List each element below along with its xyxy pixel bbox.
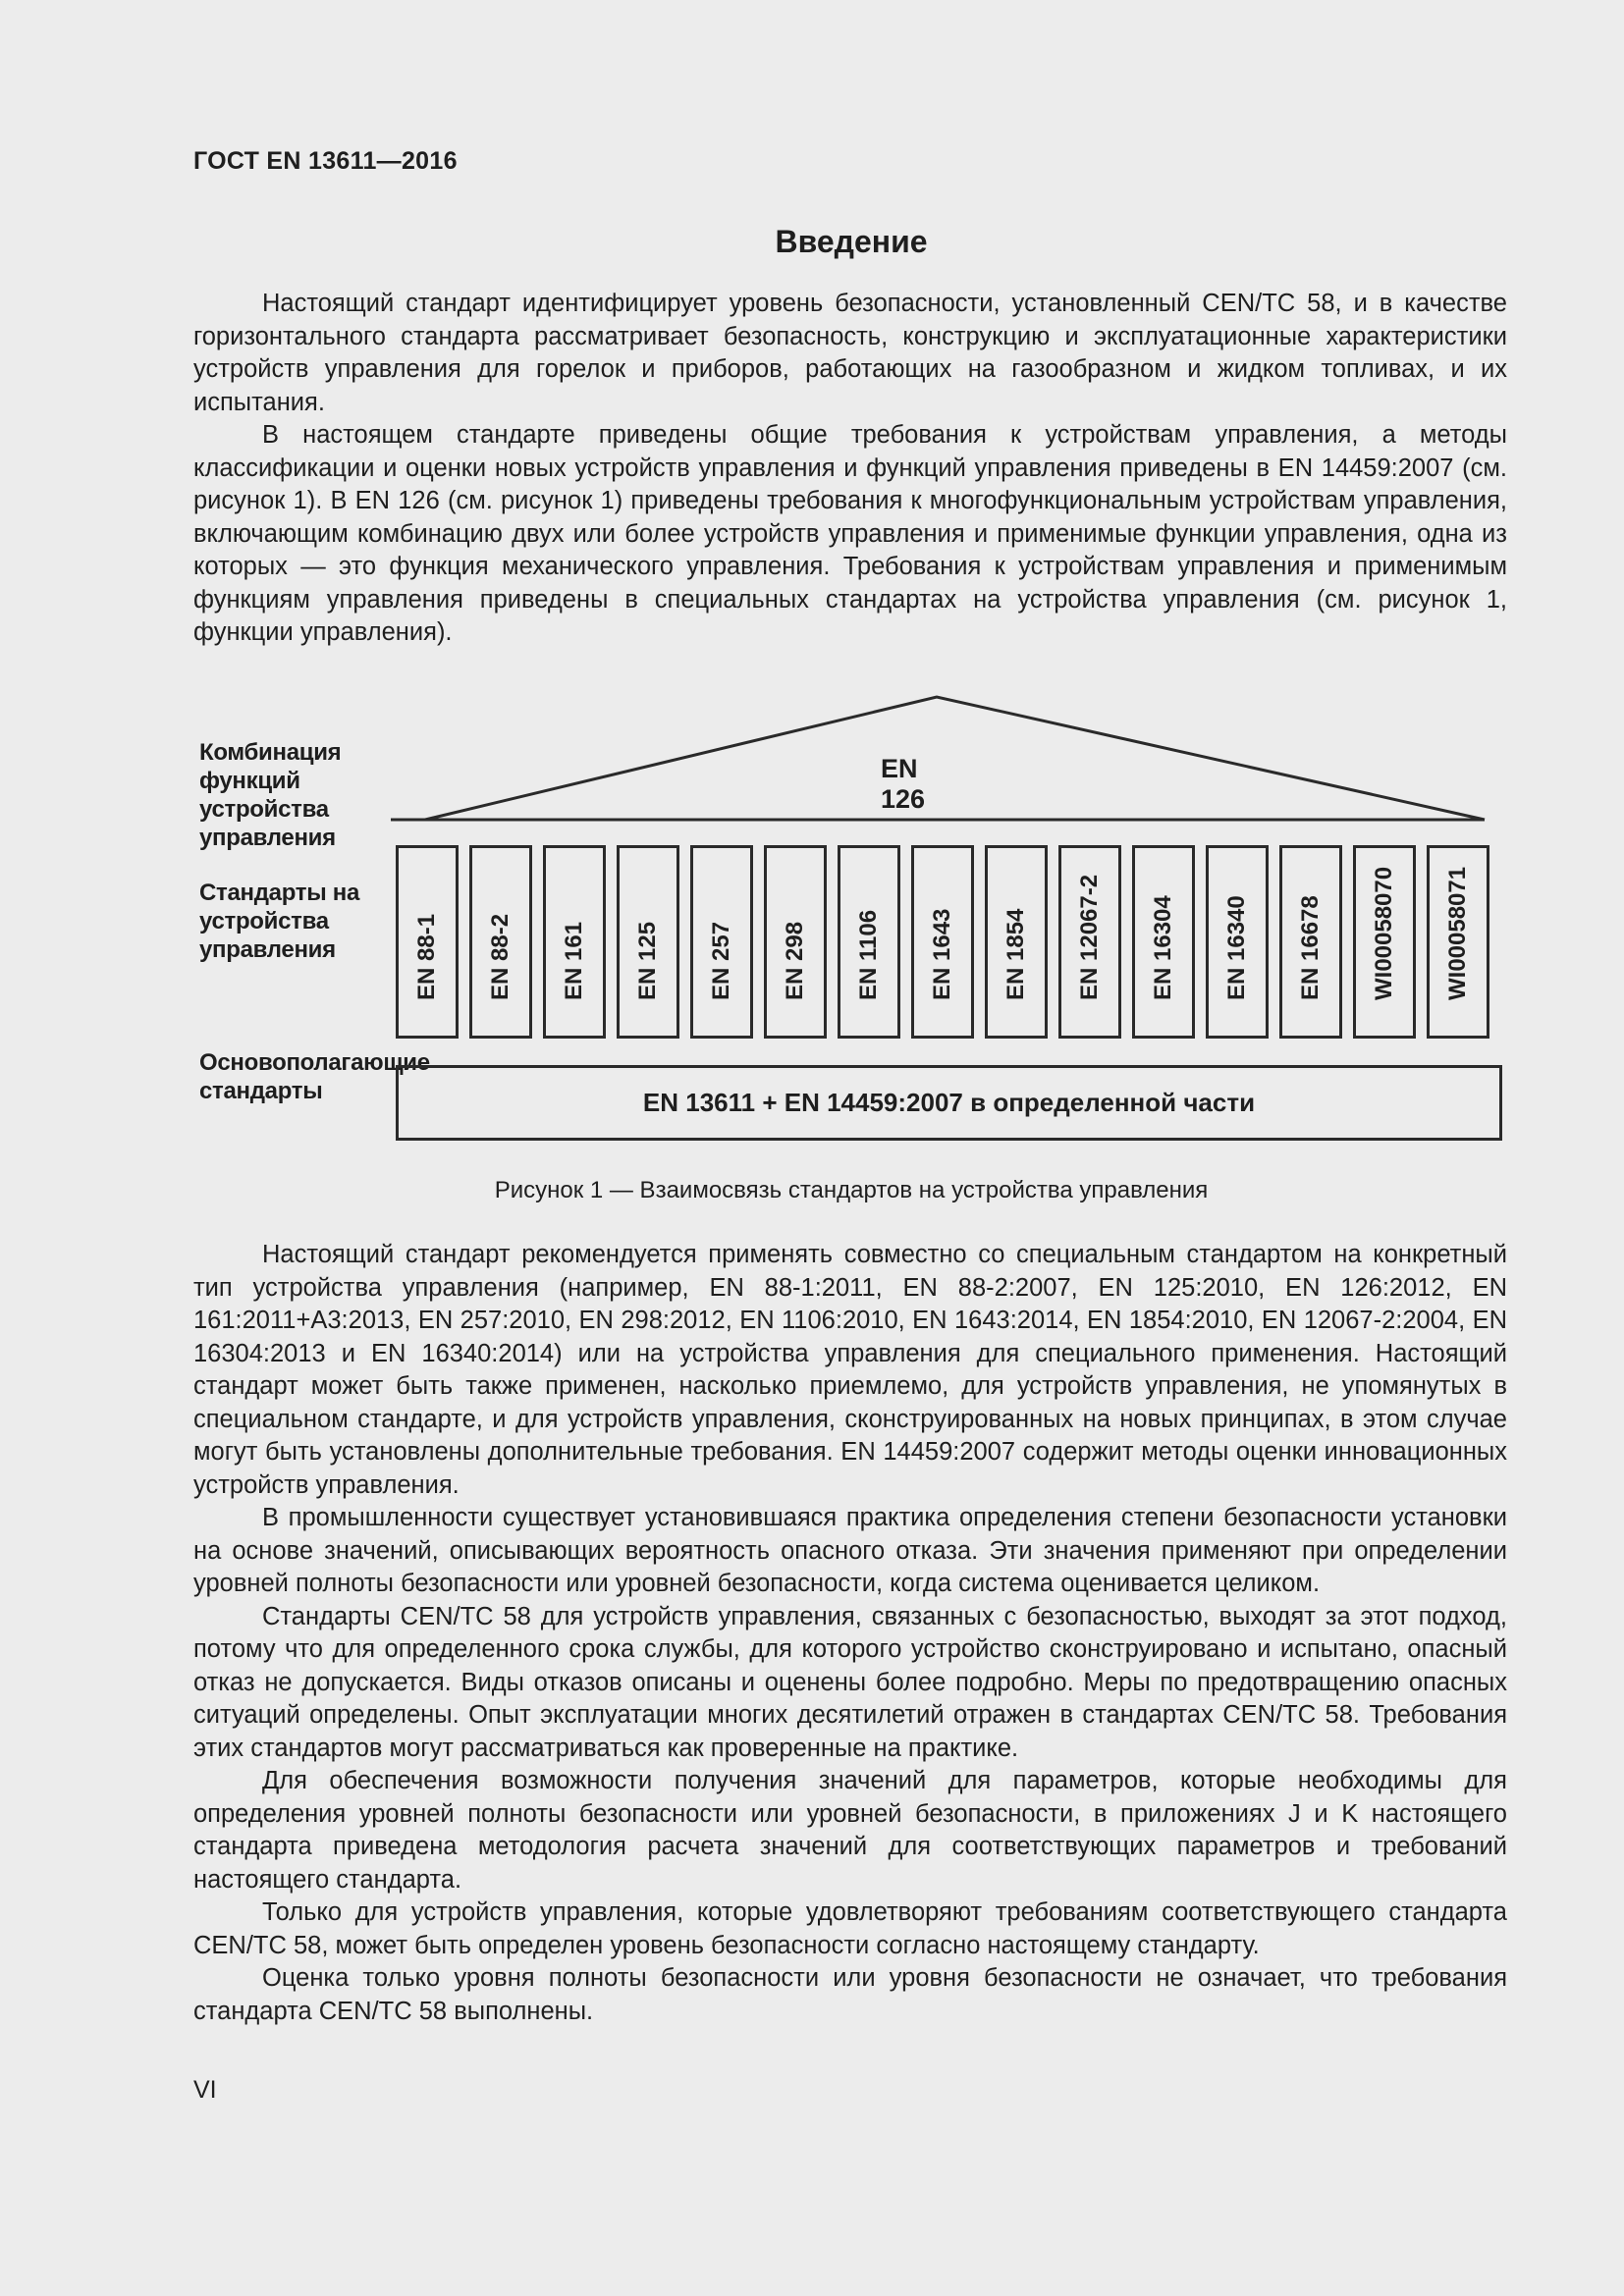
section-title: Введение bbox=[775, 224, 928, 259]
paragraph: Настоящий стандарт рекомендуется применять совместно со специальным стандартом на конкретный тип устройства управления (например, EN 88-1:2011, EN 88-2:2007, EN 125:2010, EN 126:2012, EN 161:2011+A3:2013, EN 257:2010, EN 298:2012, EN 1106:2010, EN 1643:2014, EN 1854:2010, EN 12067-2:2004, EN 16304:2013 и EN 16340:2014) или на устройства управления для специального применения. Настоящий стандарт может быть также применен, насколько приемлемо, для устройств управления, не упомянутых в специальном стандарте, и для устройств управления, сконструированных на новых принципах, в этом случае могут быть установлены дополнительные требования. EN 14459:2007 содержит методы оценки инновационных устройств управления. bbox=[193, 1241, 1507, 1499]
paragraph: Настоящий стандарт идентифицирует уровень безопасности, установленный CEN/TC 58, и в качестве горизонтального стандарта рассматривает безопасность, конструкцию и эксплуатационные характеристики устройств управления для горелок и приборов, работающих на газообразном и жидком топливах, и их испытания. bbox=[193, 290, 1507, 416]
paragraph: Для обеспечения возможности получения значений для параметров, которые необходимы для определения уровней полноты безопасности или уровней безопасности, в приложениях J и K настоящего стандарта приведена методология расчета значений для соответствующих параметров и требований настоящего стандарта. bbox=[193, 1767, 1507, 1894]
standard-box: EN 1854 bbox=[985, 845, 1048, 1039]
standard-box: EN 298 bbox=[764, 845, 827, 1039]
intro-text bbox=[193, 288, 1507, 650]
figure-caption: Рисунок 1 — Взаимосвязь стандартов на устройства управления bbox=[494, 1177, 1209, 1203]
document-header: ГОСТ EN 13611—2016 bbox=[193, 147, 458, 175]
standard-box: EN 125 bbox=[617, 845, 679, 1039]
paragraph: Стандарты CEN/TC 58 для устройств управления, связанных с безопасностью, выходят за этот подход, потому что для определенного срока службы, для которого устройство сконструировано и испытано, опасный отказ не допускается. Виды отказов описаны и оценены более подробно. Меры по предотвращению опасных ситуаций определены. Опыт эксплуатации многих десятилетий отражен в стандартах CEN/TC 58. Требования этих стандартов могут рассматриваться как проверенные на практике. bbox=[193, 1602, 1507, 1762]
standard-box: WI00058071 bbox=[1427, 845, 1489, 1039]
standard-box: EN 257 bbox=[690, 845, 753, 1039]
page-number: VI bbox=[193, 2076, 217, 2104]
paragraph: Оценка только уровня полноты безопасности или уровня безопасности не означает, что требования стандарта CEN/TC 58 выполнены. bbox=[193, 1964, 1507, 2025]
standard-box: EN 1643 bbox=[911, 845, 974, 1039]
standard-box: WI00058070 bbox=[1353, 845, 1416, 1039]
paragraph: В настоящем стандарте приведены общие требования к устройствам управления, а методы классификации и оценки новых устройств управления и функций управления приведены в EN 14459:2007 (см. рисунок 1). В EN 126 (см. рисунок 1) приведены требования к многофункциональным устройствам управления, включающим комбинацию двух или более устройств управления и применимые функции управления, одна из которых — это функция механического управления. Требования к устройствам управления и применимым функциям управления приведены в специальных стандартах на устройства управления (см. рисунок 1, функции управления). bbox=[193, 421, 1507, 646]
roof-standard: EN 126 bbox=[881, 754, 926, 814]
label-combination: Комбинация функций устройства управления bbox=[199, 739, 342, 851]
standard-box: EN 16678 bbox=[1279, 845, 1342, 1039]
standard-box: EN 88-1 bbox=[396, 845, 459, 1039]
paragraph: В промышленности существует установившаяся практика определения степени безопасности установки на основе значений, описывающих вероятность опасного отказа. Эти значения применяют при определении уровней полноты безопасности или уровней безопасности, когда система оценивается целиком. bbox=[193, 1504, 1507, 1597]
label-base-standards: Основополагающие стандарты bbox=[199, 1049, 430, 1104]
paragraph: Только для устройств управления, которые удовлетворяют требованиям соответствующего стандарта CEN/TC 58, может быть определен уровень безопасности согласно настоящему стандарту. bbox=[193, 1898, 1507, 1959]
standard-box: EN 161 bbox=[543, 845, 606, 1039]
body-text bbox=[193, 1239, 1507, 2028]
standard-box: EN 16340 bbox=[1206, 845, 1269, 1039]
standard-box: EN 88-2 bbox=[469, 845, 532, 1039]
standard-box: EN 12067-2 bbox=[1058, 845, 1121, 1039]
standard-box: EN 16304 bbox=[1132, 845, 1195, 1039]
label-device-standards: Стандарты на устройства управления bbox=[199, 880, 360, 963]
standard-box: EN 1106 bbox=[838, 845, 900, 1039]
base-standards-box: EN 13611 + EN 14459:2007 в определенной части bbox=[396, 1065, 1502, 1141]
